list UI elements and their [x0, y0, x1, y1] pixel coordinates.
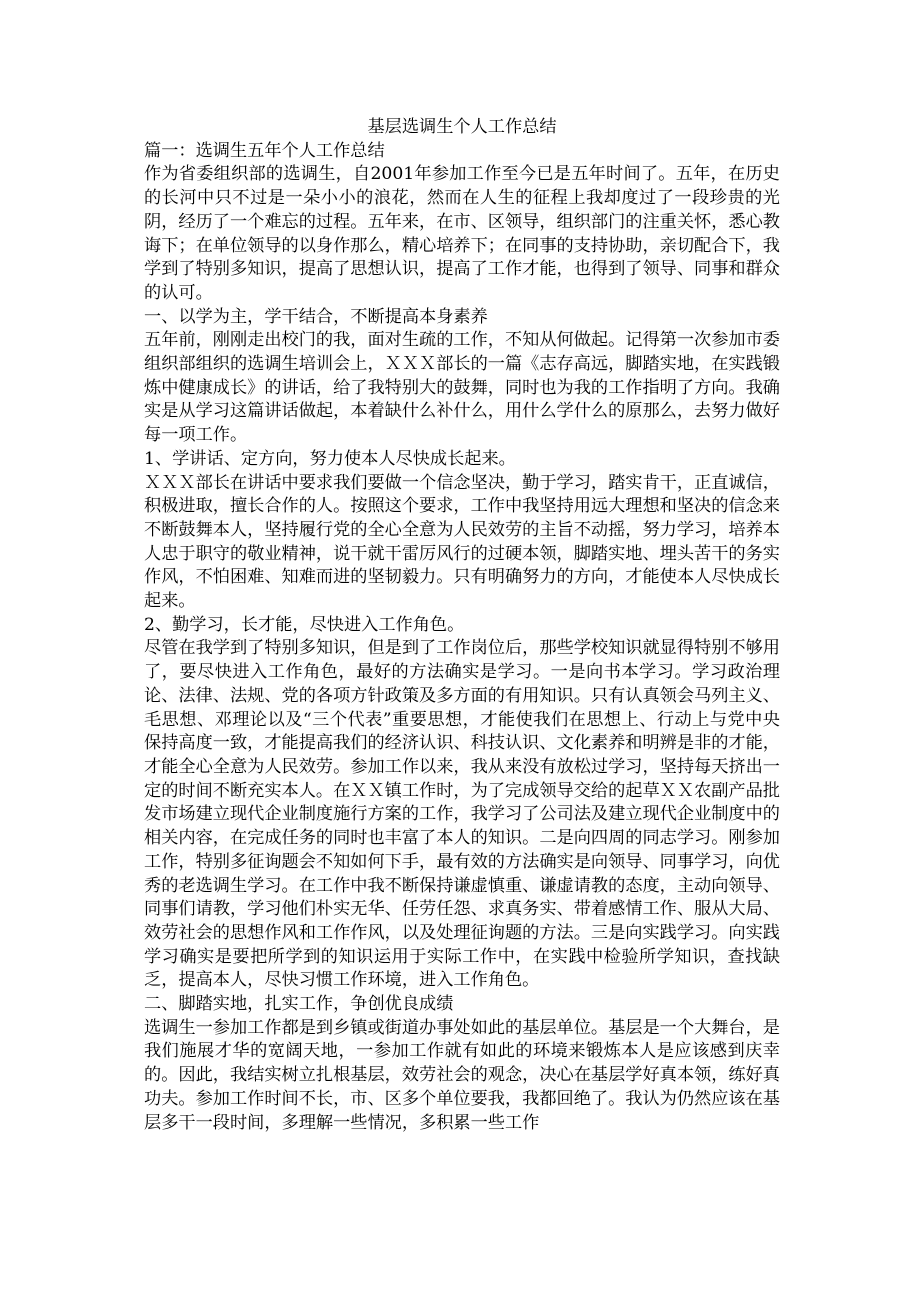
section-heading: 二、脚踏实地，扎实工作，争创优良成绩 — [144, 994, 454, 1015]
section-heading: 一、以学为主，学干结合，不断提高本身素养 — [144, 306, 488, 327]
document-page — [144, 116, 780, 1135]
section-heading: 2、勤学习，长才能，尽快进入工作角色。 — [144, 614, 465, 635]
section-heading: 1、学讲话、定方向，努力使本人尽快成长起来。 — [144, 448, 516, 469]
document-body — [144, 163, 780, 1135]
paragraph: ＸＸＸ部长在讲话中要求我们要做一个信念坚决，勤于学习，踏实肯干，正直诚信，积极进取，擅长合作的人。按照这个要求，工作中我坚持用远大理想和坚决的信念来不断鼓舞本人，坚持履行党的全心全意为人民效劳的主旨不动摇，努力学习，培养本人忠于职守的敬业精神，说干就干雷厉风行的过硬本领，脚踏实地、埋头苦干的务实作风，不怕困难、知难而进的坚韧毅力。只有明确努力的方向，才能使本人尽快成长起来。 — [144, 472, 780, 612]
paragraph: 作为省委组织部的选调生，自2001年参加工作至今已是五年时间了。五年，在历史的长河中只不过是一朵小小的浪花，然而在人生的征程上我却度过了一段珍贵的光阴，经历了一个难忘的过程。五年来，在市、区领导，组织部门的注重关怀，悉心教诲下；在单位领导的以身作那么，精心培养下；在同事的支持协助，亲切配合下，我学到了特别多知识，提高了思想认识，提高了工作才能，也得到了领导、同事和群众的认可。 — [144, 164, 780, 303]
paragraph: 选调生一参加工作都是到乡镇或街道办事处如此的基层单位。基层是一个大舞台，是我们施展才华的宽阔天地，一参加工作就有如此的环境来锻炼本人是应该感到庆幸的。因此，我结实树立扎根基层，效劳社会的观念，决心在基层学好真本领，练好真功夫。参加工作时间不长，市、区多个单位要我，我都回绝了。我认为仍然应该在基层多干一段时间，多理解一些情况，多积累一些工作 — [144, 1017, 780, 1133]
paragraph: 五年前，刚刚走出校门的我，面对生疏的工作，不知从何做起。记得第一次参加市委组织部组织的选调生培训会上，ＸＸＸ部长的一篇《志存高远，脚踏实地，在实践锻炼中健康成长》的讲话，给了我特别大的鼓舞，同时也为我的工作指明了方向。我确实是从学习这篇讲话做起，本着缺什么补什么，用什么学什么的原那么，去努力做好每一项工作。 — [144, 330, 780, 446]
document-subtitle: 篇一：选调生五年个人工作总结 — [144, 140, 385, 161]
paragraph: 尽管在我学到了特别多知识，但是到了工作岗位后，那些学校知识就显得特别不够用了，要尽快进入工作角色，最好的方法确实是学习。一是向书本学习。学习政治理论、法律、法规、党的各项方针政策及多方面的有用知识。只有认真领会马列主义、毛思想、邓理论以及“三个代表”重要思想，才能使我们在思想上、行动上与党中央保持高度一致，才能提高我们的经济认识、科技认识、文化素养和明辨是非的才能，才能全心全意为人民效劳。参加工作以来，我从来没有放松过学习，坚持每天挤出一定的时间不断充实本人。在ＸＸ镇工作时，为了完成领导交给的起草ＸＸ农副产品批发市场建立现代企业制度施行方案的工作，我学习了公司法及建立现代企业制度中的相关内容，在完成任务的同时也丰富了本人的知识。二是向四周的同志学习。刚参加工作，特别多征询题会不知如何下手，最有效的方法确实是向领导、同事学习，向优秀的老选调生学习。在工作中我不断保持谦虚慎重、谦虚请教的态度，主动向领导、同事们请教，学习他们朴实无华、任劳任怨、求真务实、带着感情工作、服从大局、效劳社会的思想作风和工作作风，以及处理征询题的方法。三是向实践学习。向实践学习确实是要把所学到的知识运用于实际工作中，在实践中检验所学知识，查找缺乏，提高本人，尽快习惯工作环境，进入工作角色。 — [144, 638, 780, 991]
document-title: 基层选调生个人工作总结 — [367, 117, 557, 137]
